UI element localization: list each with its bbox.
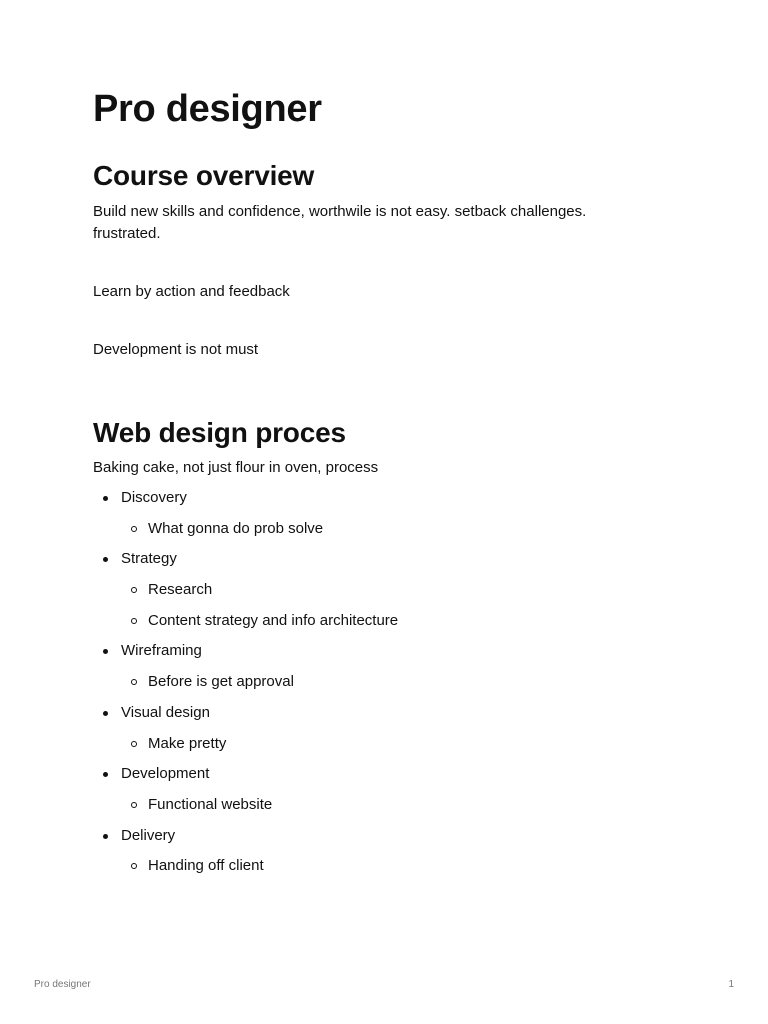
bullet-disc-icon	[103, 557, 108, 562]
sub-list-item-label: Handing off client	[148, 857, 264, 875]
overview-paragraph-1: Build new skills and confidence, worthwile is not easy. setback challenges. frustrated.	[93, 203, 587, 242]
bullet-circle-icon	[131, 587, 137, 593]
sub-list-item-label: Make pretty	[148, 734, 227, 752]
sub-list-item	[93, 671, 653, 702]
process-list	[93, 487, 653, 886]
list-item-label: Discovery	[121, 489, 187, 506]
bullet-disc-icon	[103, 834, 108, 839]
footer-page-number: 1	[728, 979, 734, 990]
bullet-circle-icon	[131, 863, 137, 869]
bullet-disc-icon	[103, 649, 108, 654]
process-intro: Baking cake, not just flour in oven, process	[93, 459, 379, 476]
sub-list-item-label: Functional website	[148, 795, 273, 813]
list-item-development	[93, 763, 653, 794]
list-item-delivery	[93, 825, 653, 856]
section-heading-process: Web design proces	[93, 417, 346, 448]
sub-list-item	[93, 579, 653, 610]
sub-list-item-label: What gonna do prob solve	[148, 519, 324, 537]
list-item-label: Strategy	[121, 550, 177, 568]
list-item-strategy	[93, 548, 653, 579]
bullet-circle-icon	[131, 802, 137, 808]
overview-paragraph-2: Learn by action and feedback	[93, 283, 290, 300]
list-item-discovery	[93, 487, 653, 518]
sub-list-item-label: Before is get approval	[148, 673, 294, 691]
bullet-circle-icon	[131, 741, 137, 747]
list-item-label: Delivery	[121, 826, 176, 844]
bullet-disc-icon	[103, 772, 108, 777]
bullet-circle-icon	[131, 618, 137, 624]
sub-list-item	[93, 518, 653, 549]
sub-list-item-label: Research	[148, 581, 213, 599]
list-item-label: Visual design	[121, 703, 210, 721]
sub-list-item	[93, 733, 653, 764]
section-heading-overview: Course overview	[93, 160, 315, 191]
list-item-wireframing	[93, 640, 653, 671]
sub-list-item-label: Content strategy and info architecture	[148, 611, 399, 629]
list-item-label: Wireframing	[121, 642, 202, 660]
list-item-visual-design	[93, 702, 653, 733]
bullet-disc-icon	[103, 711, 108, 716]
bullet-circle-icon	[131, 679, 137, 685]
bullet-circle-icon	[131, 526, 137, 532]
page-title: Pro designer	[93, 88, 322, 130]
overview-paragraph-3: Development is not must	[93, 341, 259, 358]
sub-list-item	[93, 794, 653, 825]
footer-document-title: Pro designer	[34, 979, 91, 990]
sub-list-item	[93, 855, 653, 886]
list-item-label: Development	[121, 765, 210, 783]
sub-list-item	[93, 610, 653, 641]
bullet-disc-icon	[103, 496, 108, 501]
